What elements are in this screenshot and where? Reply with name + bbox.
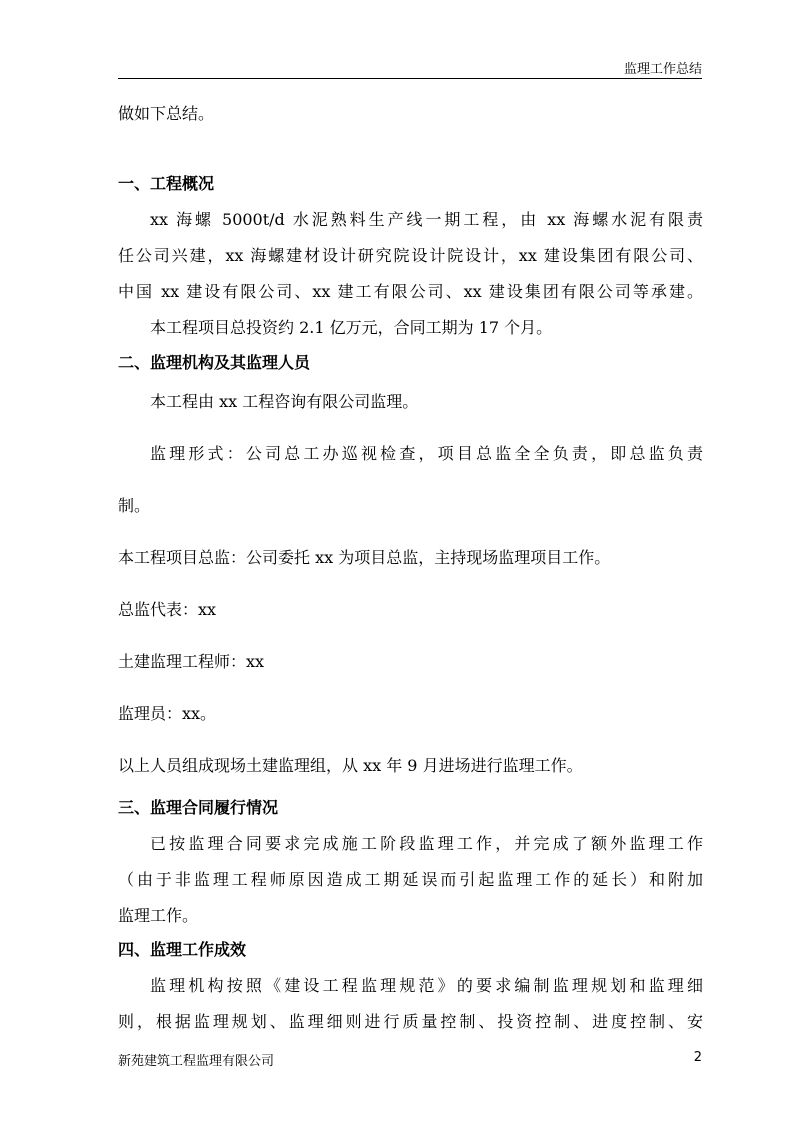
section4-p1-line1: 监理机构按照《建设工程监理规范》的要求编制监理规划和监理细 <box>150 976 703 995</box>
footer-page-number: 2 <box>693 1050 702 1065</box>
section1-heading: 一、工程概况 <box>118 174 215 193</box>
section2-heading: 二、监理机构及其监理人员 <box>118 353 311 372</box>
section1-p1-line2: 任公司兴建，xx 海螺建材设计研究院设计院设计，xx 建设集团有限公司、 <box>118 246 703 265</box>
intro-text: 做如下总结。 <box>118 104 215 123</box>
section1-p1-line3: 中国 xx 建设有限公司、xx 建工有限公司、xx 建设集团有限公司等承建。 <box>118 282 703 301</box>
section2-p6: 监理员：xx。 <box>118 704 217 723</box>
header-title: 监理工作总结 <box>623 62 702 77</box>
section3-p1-line2: （由于非监理工程师原因造成工期延误而引起监理工作的延长）和附加 <box>118 870 703 889</box>
section2-p5: 土建监理工程师：xx <box>118 652 265 671</box>
section4-p1-line2: 则，根据监理规划、监理细则进行质量控制、投资控制、进度控制、安 <box>118 1012 703 1031</box>
section2-p7: 以上人员组成现场土建监理组，从 xx 年 9 月进场进行监理工作。 <box>118 756 583 775</box>
footer-company: 新苑建筑工程监理有限公司 <box>118 1054 275 1069</box>
section2-p4: 总监代表：xx <box>118 600 217 619</box>
section1-p2: 本工程项目总投资约 2.1 亿万元，合同工期为 17 个月。 <box>150 318 553 337</box>
section4-heading: 四、监理工作成效 <box>118 940 247 959</box>
section3-p1-line3: 监理工作。 <box>118 906 199 925</box>
section2-p2-line1: 监理形式：公司总工办巡视检查，项目总监全全负责，即总监负责 <box>150 444 703 463</box>
section3-p1-line1: 已按监理合同要求完成施工阶段监理工作，并完成了额外监理工作 <box>150 834 703 853</box>
section3-heading: 三、监理合同履行情况 <box>118 798 279 817</box>
section1-p1-line1: xx 海螺 5000t/d 水泥熟料生产线一期工程，由 xx 海螺水泥有限责 <box>150 210 703 229</box>
section2-p2-line2: 制。 <box>118 496 151 515</box>
header-divider <box>118 78 702 79</box>
section2-p3: 本工程项目总监：公司委托 xx 为项目总监，主持现场监理项目工作。 <box>118 548 611 567</box>
section2-p1: 本工程由 xx 工程咨询有限公司监理。 <box>150 392 419 411</box>
